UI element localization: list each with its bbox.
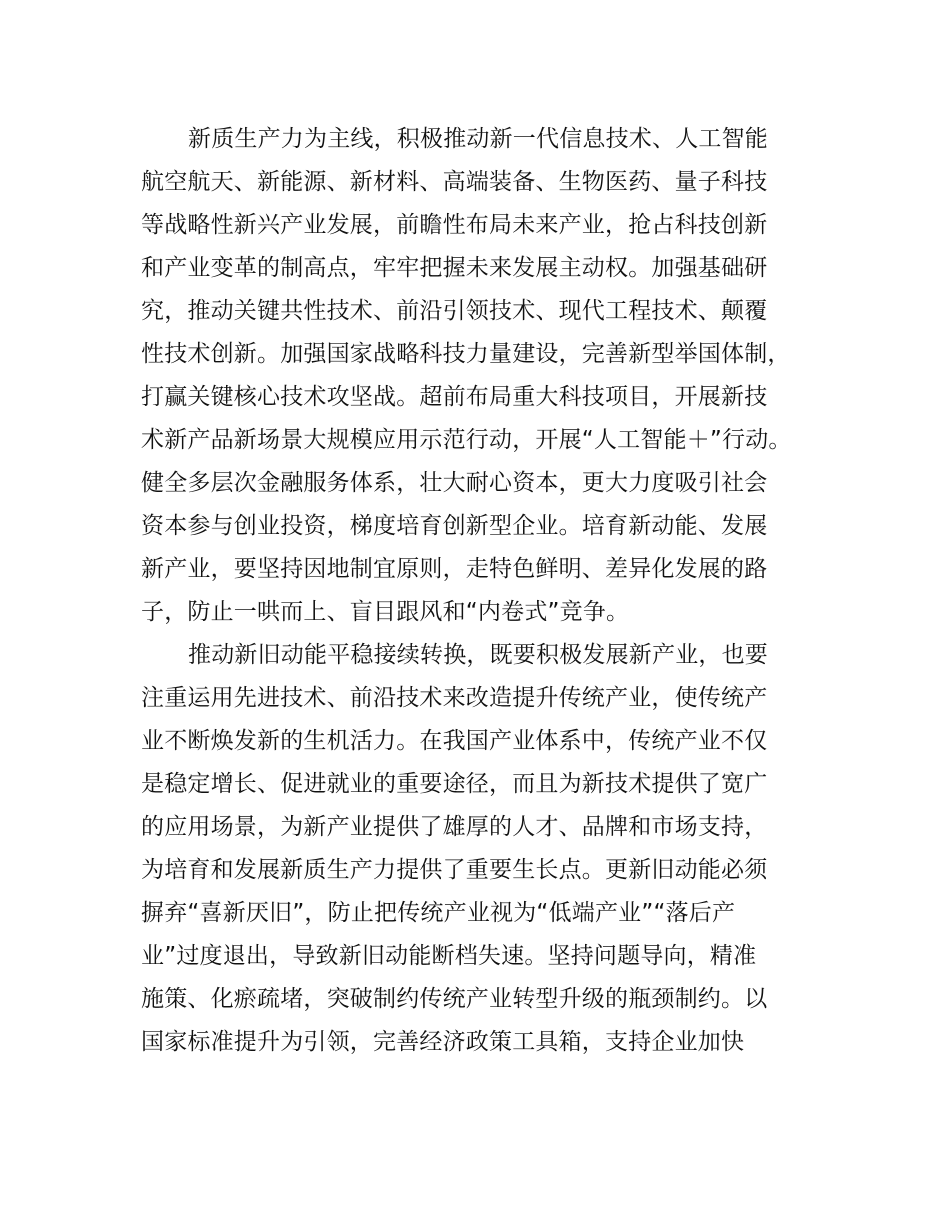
paragraph-1 [141, 118, 831, 634]
text-line: 推动新旧动能平稳接续转换，既要积极发展新产业，也要 [188, 642, 768, 668]
text-line: 性技术创新。加强国家战略科技力量建设，完善新型举国体制， [141, 341, 791, 367]
text-line: 注重运用先进技术、前沿技术来改造提升传统产业，使传统产 [141, 685, 768, 711]
paragraph-2 [141, 634, 831, 1064]
text-line: 是稳定增长、促进就业的重要途径，而且为新技术提供了宽广 [141, 771, 768, 797]
text-line: 施策、化瘀疏堵，突破制约传统产业转型升级的瓶颈制约。以 [141, 986, 768, 1012]
text-line: 新质生产力为主线，积极推动新一代信息技术、人工智能 [188, 126, 768, 152]
text-line: 的应用场景，为新产业提供了雄厚的人才、品牌和市场支持， [141, 814, 768, 840]
text-line: 等战略性新兴产业发展，前瞻性布局未来产业，抢占科技创新 [141, 212, 768, 238]
text-line: 资本参与创业投资，梯度培育创新型企业。培育新动能、发展 [141, 513, 768, 539]
text-line: 和产业变革的制高点，牢牢把握未来发展主动权。加强基础研 [141, 255, 768, 281]
text-line: 究，推动关键共性技术、前沿引领技术、现代工程技术、颠覆 [141, 298, 768, 324]
text-line: 航空航天、新能源、新材料、高端装备、生物医药、量子科技 [141, 169, 768, 195]
text-line: 子，防止一哄而上、盲目跟风和“内卷式”竞争。 [141, 599, 630, 625]
text-line: 摒弃“喜新厌旧”，防止把传统产业视为“低端产业”“落后产 [141, 900, 736, 926]
text-line: 业”过度退出，导致新旧动能断档失速。坚持问题导向，精准 [141, 943, 757, 969]
text-line: 国家标准提升为引领，完善经济政策工具箱，支持企业加快 [141, 1029, 745, 1055]
text-line: 新产业，要坚持因地制宜原则，走特色鲜明、差异化发展的路 [141, 556, 768, 582]
text-line: 打赢关键核心技术攻坚战。超前布局重大科技项目，开展新技 [141, 384, 768, 410]
text-line: 术新产品新场景大规模应用示范行动，开展“人工智能＋”行动。 [141, 427, 792, 453]
text-line: 健全多层次金融服务体系，壮大耐心资本，更大力度吸引社会 [141, 470, 768, 496]
document-body [141, 118, 831, 1064]
text-line: 为培育和发展新质生产力提供了重要生长点。更新旧动能必须 [141, 857, 768, 883]
text-line: 业不断焕发新的生机活力。在我国产业体系中，传统产业不仅 [141, 728, 768, 754]
